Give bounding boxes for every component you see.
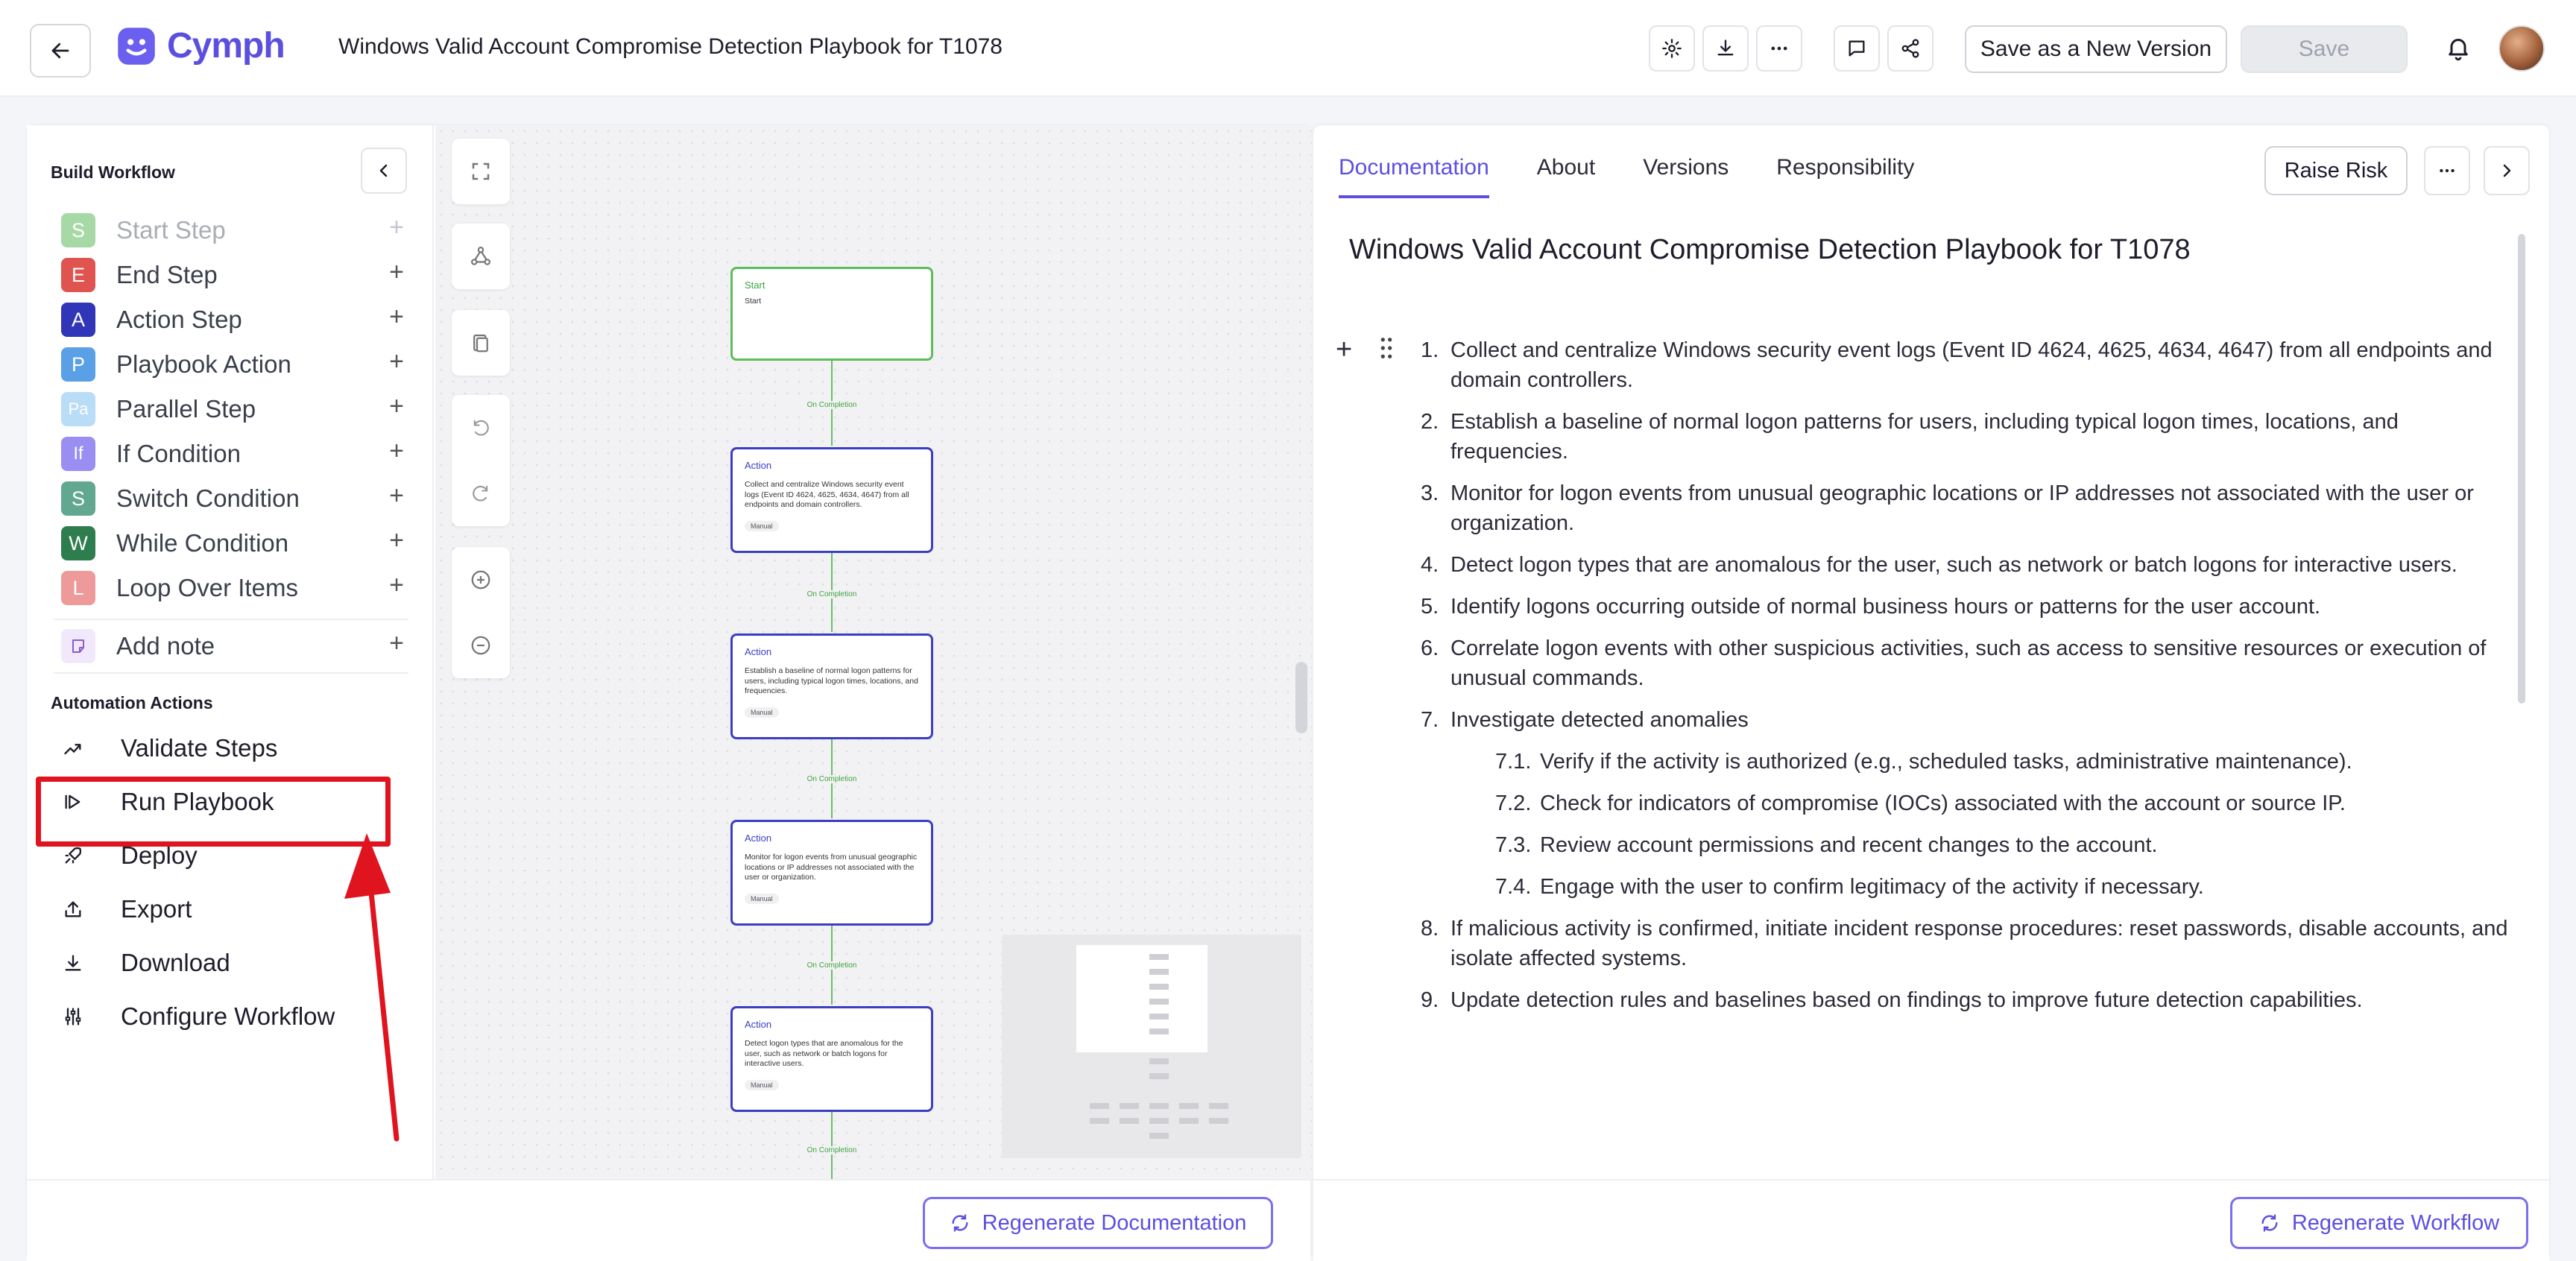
canvas-tool-group: [452, 395, 510, 526]
edge-label: On Completion: [786, 401, 878, 409]
node-badge: Manual: [745, 707, 779, 718]
download-icon: [1715, 38, 1736, 59]
sliders-icon: [61, 1005, 85, 1028]
annotation-arrow: [325, 811, 414, 1154]
more-icon: [2437, 161, 2457, 180]
back-button[interactable]: [30, 24, 91, 78]
chart-line-icon: [61, 736, 85, 760]
share-button[interactable]: [1887, 25, 1933, 72]
clipboard-icon: [470, 332, 492, 354]
list-item: [1421, 633, 2509, 693]
regenerate-documentation-button[interactable]: [923, 1197, 1273, 1249]
plus-icon[interactable]: +: [389, 571, 404, 599]
documentation-title: Windows Valid Account Compromise Detection Playbook for T1078: [1349, 234, 2191, 265]
node-text: Collect and centralize Windows security event logs (Event ID 4624, 4625, 4634, 4647) from all endpoints and domain controllers.: [745, 480, 909, 510]
node-type: Action: [745, 1019, 772, 1030]
list-item: [1421, 985, 2509, 1015]
step-label: Switch Condition: [116, 484, 300, 512]
bell-icon: [2445, 33, 2472, 63]
list-number: 3.: [1421, 481, 1439, 505]
regenerate-documentation-label: Regenerate Documentation: [982, 1210, 1247, 1235]
list-number: 4.: [1421, 553, 1439, 577]
graph-icon: [470, 245, 492, 268]
list-text: Collect and centralize Windows security event logs (Event ID 4624, 4625, 4634, 4647) from all endpoints and domain controllers.: [1450, 338, 2493, 392]
workflow-node-action[interactable]: [730, 633, 933, 739]
zoom-in-icon: [470, 569, 492, 591]
workflow-panel: [25, 124, 1312, 1257]
step-switch-condition[interactable]: [61, 480, 404, 517]
redo-button[interactable]: [452, 461, 510, 526]
tab-bar: [1339, 155, 1962, 198]
workflow-node-action[interactable]: [730, 1006, 933, 1112]
plus-icon[interactable]: +: [389, 258, 404, 286]
step-label: Action Step: [116, 306, 242, 333]
tab-responsibility[interactable]: Responsibility: [1776, 155, 1915, 180]
list-number: 7.3.: [1495, 833, 1532, 857]
list-text: Verify if the activity is authorized (e.g., scheduled tasks, administrative maintenance).: [1540, 750, 2352, 774]
plus-icon: +: [389, 213, 404, 241]
list-item: [1421, 478, 2509, 538]
node-text: Establish a baseline of normal logon patterns for users, including typical logon times, locations, and frequencies.: [745, 666, 918, 696]
canvas-tool-group: [452, 224, 510, 289]
scrollbar[interactable]: [2518, 234, 2525, 704]
edge-label: On Completion: [786, 775, 878, 783]
undo-button[interactable]: [452, 395, 510, 461]
workflow-canvas[interactable]: [435, 125, 1312, 1179]
automation-actions-title: Automation Actions: [51, 693, 213, 712]
save-button[interactable]: Save: [2241, 25, 2408, 73]
raise-risk-button[interactable]: Raise Risk: [2264, 146, 2408, 195]
more-button[interactable]: [1756, 25, 1802, 72]
list-number: 6.: [1421, 636, 1439, 660]
add-note[interactable]: [61, 628, 404, 665]
list-text: Correlate logon events with other suspicious activities, such as access to sensitive resources or execution of unusual commands.: [1450, 636, 2487, 690]
notifications-button[interactable]: [2445, 33, 2472, 63]
workflow-node-start[interactable]: [730, 267, 933, 361]
list-number: 2.: [1421, 410, 1439, 434]
step-if-condition[interactable]: [61, 435, 404, 473]
edge-label: On Completion: [786, 961, 878, 970]
settings-button[interactable]: [1649, 25, 1695, 72]
zoom-in-button[interactable]: [452, 547, 510, 613]
list-number: 5.: [1421, 595, 1439, 619]
tab-about[interactable]: About: [1536, 155, 1596, 180]
rocket-icon: [61, 844, 85, 867]
node-text: Start: [745, 297, 762, 306]
step-label: While Condition: [116, 529, 289, 557]
step-badge: P: [61, 347, 95, 382]
step-label: End Step: [116, 261, 218, 288]
build-workflow-title: Build Workflow: [51, 162, 175, 182]
step-label: Playbook Action: [116, 350, 291, 378]
build-sidebar: [27, 125, 434, 1179]
comment-icon: [1846, 38, 1867, 59]
node-type: Action: [745, 832, 772, 844]
list-number: 9.: [1421, 988, 1439, 1012]
step-label: If Condition: [116, 440, 241, 467]
chevron-left-icon: [375, 162, 393, 180]
regenerate-workflow-button[interactable]: [2230, 1197, 2528, 1249]
action-label: Deploy: [121, 841, 198, 869]
list-text: Engage with the user to confirm legitimacy of the activity if necessary.: [1540, 875, 2204, 899]
minimap-viewport: [1076, 945, 1208, 1052]
list-text: If malicious activity is confirmed, initiate incident response procedures: reset passwords, disable accounts, and isolate affected systems.: [1450, 917, 2508, 970]
download-icon: [61, 951, 85, 975]
step-loop-over-items[interactable]: [61, 569, 404, 607]
list-item: [1421, 550, 2509, 580]
arrow-left-icon: [49, 39, 72, 62]
page-title: Windows Valid Account Compromise Detection Playbook for T1078: [338, 34, 1003, 59]
list-item: [1421, 914, 2509, 973]
step-badge: If: [61, 437, 95, 471]
sub-list-item: [1421, 872, 2509, 902]
node-text: Detect logon types that are anomalous for the user, such as network or batch logons for interactive users.: [745, 1039, 903, 1069]
node-type: Start: [745, 279, 765, 291]
more-icon: [1769, 38, 1790, 59]
documentation-footer: [1313, 1179, 2549, 1261]
list-item: [1421, 592, 2509, 622]
step-badge: S: [61, 481, 95, 516]
logo-icon: [116, 26, 157, 66]
node-badge: Manual: [745, 521, 779, 531]
list-number: 7.2.: [1495, 791, 1532, 815]
step-start[interactable]: [61, 212, 404, 249]
regenerate-workflow-label: Regenerate Workflow: [2291, 1210, 2500, 1235]
sub-list-item: [1421, 830, 2509, 860]
share-icon: [1900, 38, 1921, 59]
list-item: [1421, 407, 2509, 467]
plus-icon[interactable]: +: [389, 303, 404, 331]
plus-icon[interactable]: +: [389, 347, 404, 376]
list-text: Establish a baseline of normal logon patterns for users, including typical logon times, locations, and frequencies.: [1450, 410, 2399, 464]
note-icon: [61, 629, 95, 663]
step-badge: Pa: [61, 392, 95, 426]
panel-expand-button[interactable]: [2484, 146, 2530, 195]
chevron-right-icon: [2498, 162, 2516, 180]
list-text: Detect logon types that are anomalous for the user, such as network or batch logons for interactive users.: [1450, 553, 2457, 577]
edge-label: On Completion: [786, 1146, 878, 1154]
canvas-tool-group: [452, 547, 510, 678]
sub-list-item: [1421, 788, 2509, 818]
add-note-label: Add note: [116, 632, 215, 660]
step-badge: W: [61, 526, 95, 560]
list-number: 1.: [1421, 338, 1439, 362]
zoom-out-button[interactable]: [452, 613, 510, 678]
action-label: Validate Steps: [121, 734, 278, 762]
panel-more-button[interactable]: [2424, 146, 2470, 195]
logo: [116, 25, 285, 66]
canvas-tool-group: [452, 310, 510, 376]
undo-icon: [470, 417, 491, 438]
layout-button[interactable]: [452, 224, 510, 289]
step-badge: L: [61, 571, 95, 605]
plus-icon[interactable]: +: [389, 629, 404, 657]
avatar[interactable]: [2498, 25, 2545, 72]
canvas-footer: [27, 1179, 1310, 1261]
save-new-version-button[interactable]: Save as a New Version: [1965, 25, 2227, 73]
list-text: Check for indicators of compromise (IOCs) associated with the account or source IP.: [1540, 791, 2346, 815]
refresh-icon: [2259, 1213, 2280, 1233]
toolbar-icons: [1649, 25, 1802, 72]
workflow-node-action[interactable]: [730, 820, 933, 926]
settings-icon: [1661, 38, 1682, 59]
fullscreen-icon: [470, 160, 492, 183]
comment-button[interactable]: [1834, 25, 1880, 72]
list-number: 7.: [1421, 708, 1439, 732]
tab-documentation[interactable]: Documentation: [1339, 155, 1489, 198]
top-bar: [0, 0, 2576, 97]
step-action[interactable]: [61, 301, 404, 338]
node-badge: Manual: [745, 1080, 779, 1090]
redo-icon: [470, 483, 491, 504]
tab-versions[interactable]: Versions: [1643, 155, 1729, 180]
list-item: [1421, 705, 2509, 735]
canvas-tool-group: [452, 139, 510, 204]
plus-icon[interactable]: +: [389, 526, 404, 554]
step-badge: S: [61, 213, 95, 247]
drag-handle-icon[interactable]: [1379, 337, 1394, 359]
list-number: 7.4.: [1495, 875, 1532, 899]
add-block-button[interactable]: +: [1336, 334, 1353, 365]
logo-text: Cymph: [167, 26, 285, 66]
download-button[interactable]: [1702, 25, 1749, 72]
step-while-condition[interactable]: [61, 525, 404, 562]
list-text: Identify logons occurring outside of normal business hours or patterns for the user account.: [1450, 595, 2321, 619]
step-playbook-action[interactable]: [61, 346, 404, 383]
node-type: Action: [745, 646, 772, 657]
node-badge: Manual: [745, 894, 779, 904]
list-number: 7.1.: [1495, 750, 1532, 774]
list-text: Investigate detected anomalies: [1450, 708, 1749, 732]
step-label: Loop Over Items: [116, 574, 298, 601]
action-label: Download: [121, 949, 230, 976]
zoom-out-icon: [470, 634, 492, 657]
divider: [54, 672, 408, 674]
list-text: Update detection rules and baselines based on findings to improve future detection capabilities.: [1450, 988, 2363, 1012]
step-badge: E: [61, 258, 95, 292]
plus-icon[interactable]: +: [389, 437, 404, 465]
step-end[interactable]: [61, 256, 404, 294]
validate-steps-button[interactable]: [61, 727, 404, 769]
sub-list-item: [1421, 747, 2509, 777]
plus-icon[interactable]: +: [389, 481, 404, 510]
step-parallel[interactable]: [61, 391, 404, 428]
list-text: Review account permissions and recent changes to the account.: [1540, 833, 2158, 857]
upload-icon: [61, 897, 85, 921]
refresh-icon: [950, 1213, 970, 1233]
node-type: Action: [745, 460, 772, 471]
edge-label: On Completion: [786, 590, 878, 598]
documentation-list: [1421, 335, 2509, 1027]
list-item: [1421, 335, 2509, 395]
plus-icon[interactable]: +: [389, 392, 404, 420]
workflow-node-action[interactable]: [730, 447, 933, 553]
action-label: Run Playbook: [121, 788, 274, 815]
fit-view-button[interactable]: [452, 139, 510, 204]
toolbar-icons-2: [1834, 25, 1933, 72]
action-label: Export: [121, 895, 192, 923]
action-label: Configure Workflow: [121, 1002, 335, 1030]
step-label: Start Step: [116, 216, 226, 244]
list-number: 8.: [1421, 917, 1439, 941]
divider: [54, 619, 408, 620]
node-text: Monitor for logon events from unusual geographic locations or IP addresses not associated with the user or organization.: [745, 853, 918, 882]
edge: [831, 1110, 833, 1179]
minimap[interactable]: [1002, 935, 1301, 1158]
step-label: Parallel Step: [116, 395, 256, 423]
collapse-sidebar-button[interactable]: [361, 148, 407, 194]
documentation-panel: [1312, 124, 2551, 1257]
list-text: Monitor for logon events from unusual geographic locations or IP addresses not associated with the user or organization.: [1450, 481, 2474, 535]
panel-resize-handle[interactable]: [1295, 662, 1307, 733]
step-badge: A: [61, 303, 95, 337]
paste-button[interactable]: [452, 310, 510, 376]
